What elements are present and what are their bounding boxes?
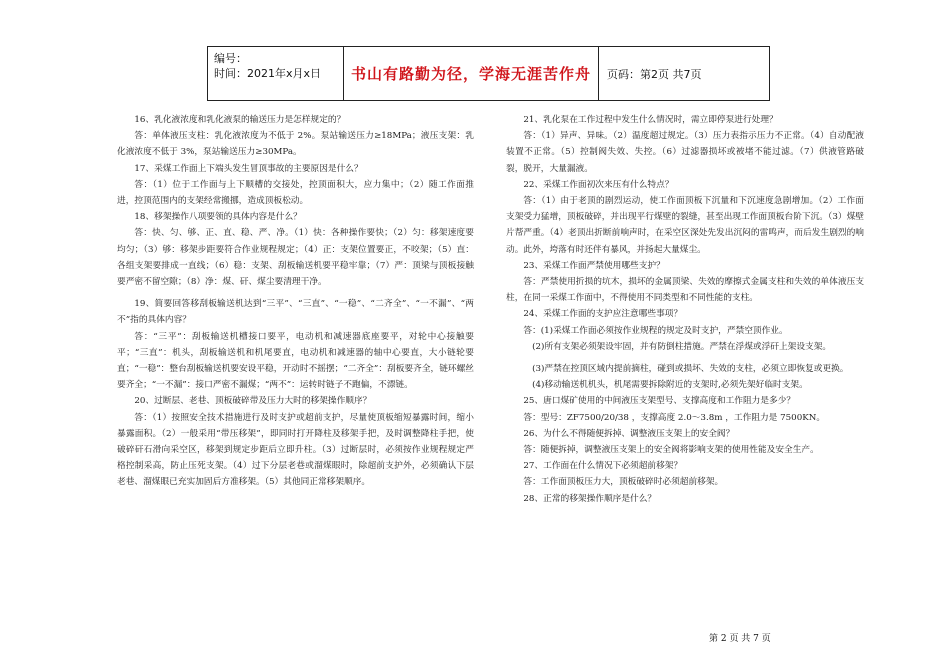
question-26: 26、为什么不得随便拆掉、调整液压支架上的安全阀？ <box>523 428 735 439</box>
answer-17: 答：（1）位于工作面与上下顺槽的交接处，控顶面积大，应力集中；（2）随工作面推进，控顶范围内的支架经常搬挪，造成顶板松动。 <box>117 179 474 207</box>
answer-24-item-4: (4)移动输送机机头，机尾需要拆除附近的支架时,必须先架好临时支架。 <box>532 380 808 391</box>
answer-24-item-2: (2)所有支架必须架设牢固，并有防倒柱措施。严禁在浮煤或浮矸上架设支架。 <box>532 341 832 352</box>
question-27: 27、工作面在什么情况下必须超前移架？ <box>523 461 683 472</box>
question-16: 16、乳化液浓度和乳化液泵的输送压力是怎样规定的？ <box>134 115 346 125</box>
answer-20: 答：（1）按照安全技术措施进行及时支护或超前支护，尽量使顶板缩短暴露时间，缩小暴露面积。（2）一般采用“带压移架”，即同时打开降柱及移架手把，及时调整降柱手把，使破碎矸石滑向采空区，移架到规定步距后立即升柱。（3）过断层时，必须按作业规程规定严格控制采高，防止压死支架。（4）过下分层老巷或溜煤眼时，除超前支护外，必须确认下层老巷、溜煤眼已充实加固后方准移架。（5）其他同正常移架顺序。 <box>117 412 474 488</box>
answer-18: 答：快、匀、够、正、直、稳、严、净。（1）快：各种操作要快；（2）匀：移架速度要均匀；（3）够：移架步距要符合作业规程规定；（4）正：支架位置要正，不咬架；（5）直：各组支架要排成一直线；（6）稳：支架、刮板输送机要平稳牢靠；（7）严：顶梁与顶板接触要严密不留空隙；（8）净：煤、矸、煤尘要清理干净。 <box>117 228 474 288</box>
page-header <box>207 46 770 101</box>
answer-25: 答：型号：ZF7500/20/38 ，支撑高度 2.0～3.8m ，工作阻力是 7500KN。 <box>523 412 826 423</box>
answer-16: 答：单体液压支柱：乳化液浓度为不低于 2%。泵站输送压力≥18MPa；液压支架：乳化液浓度不低于 3%，泵站输送压力≥30MPa。 <box>117 131 474 158</box>
answer-22: 答：（1）由于老顶的剧烈运动，使工作面顶板下沉量和下沉速度急剧增加。（2）工作面支架受力猛增，顶板破碎，并出现平行煤壁的裂缝，甚至出现工作面顶板台阶下沉。（3）煤壁片帮严重。（4）老顶出折断前响声时，在采空区深处先发出沉闷的雷鸣声，而后发生剧烈的响动。此外，垮落有时还伴有暴风，并扬起大量煤尘。 <box>506 196 864 255</box>
question-19: 19、简要回答移刮板输送机达到“三平”、“三直”、“一稳”、“二齐全”、“一不漏”、“两不”指的具体内容？ <box>117 299 474 326</box>
answer-19: 答：“三平”：刮板输送机槽接口要平，电动机和减速器底座要平，对轮中心接触要平；“三直”：机头，刮板输送机和机尾要直，电动机和减速器的轴中心要直，大小链轮要直；“一稳”：整台刮板输送机要安设平稳，开动时不摇摆；“二齐全”：刮板要齐全，链环螺丝要齐全；“一不漏”：接口严密不漏煤；“两不”：运转时链子不跑偏，不漂链。 <box>117 331 474 391</box>
answer-23: 答：严禁使用折损的坑木，损坏的金属顶梁、失效的摩擦式金属支柱和失效的单体液压支柱，在同一采煤工作面中，不得使用不同类型和不同性能的支柱。 <box>506 277 864 304</box>
header-motto: 书山有路勤为径，学海无涯苦作舟 <box>344 47 599 100</box>
header-meta <box>208 47 344 100</box>
question-23: 23、采煤工作面严禁使用哪些支护？ <box>523 260 665 271</box>
question-28: 28、正常的移架操作顺序是什么？ <box>523 493 657 504</box>
question-22: 22、采煤工作面初次来压有什么特点？ <box>523 179 674 190</box>
answer-24-item-3: (3)严禁在控顶区域内提前摘柱，碰到或损坏、失效的支柱，必须立即恢复或更换。 <box>532 364 849 375</box>
answer-27: 答：工作面顶板压力大，顶板破碎时必须超前移架。 <box>523 477 724 488</box>
left-column <box>117 112 474 491</box>
question-21: 21、乳化泵在工作过程中发生什么情况时，需立即停泵进行处理？ <box>523 115 778 125</box>
question-24: 24、采煤工作面的支护应注意哪些事项？ <box>523 309 683 320</box>
question-17: 17、采煤工作面上下端头发生冒顶事故的主要原因是什么？ <box>134 163 363 174</box>
question-25: 25、唐口煤矿使用的中间液压支架型号、支撑高度和工作阻力是多少？ <box>523 396 796 407</box>
answer-21: 答：（1）异声、异味。（2）温度超过规定。（3）压力表指示压力不正常。（4）自动配液装置不正常。（5）控制阀失效、失控。（6）过滤器损坏或被堵不能过滤。（7）供液管路破裂，脱开，大量漏液。 <box>506 131 864 174</box>
answer-24-item-1: 答：(1)采煤工作面必须按作业规程的规定及时支护，严禁空顶作业。 <box>523 325 788 336</box>
question-20: 20、过断层、老巷、顶板破碎带及压力大时的移架操作顺序？ <box>134 396 372 407</box>
answer-26: 答：随便拆掉，调整液压支架上的安全阀将影响支架的使用性能及安全生产。 <box>523 445 819 456</box>
right-column <box>506 112 864 507</box>
document-time-label: 时间：2021年x月x日 <box>214 67 322 80</box>
header-page-label: 页码：第2页 共7页 <box>607 67 702 81</box>
question-18: 18、移架操作八项要领的具体内容是什么？ <box>134 212 302 223</box>
document-number-label: 编号： <box>214 52 247 65</box>
page-footer: 第 2 页 共 7 页 <box>709 634 771 644</box>
